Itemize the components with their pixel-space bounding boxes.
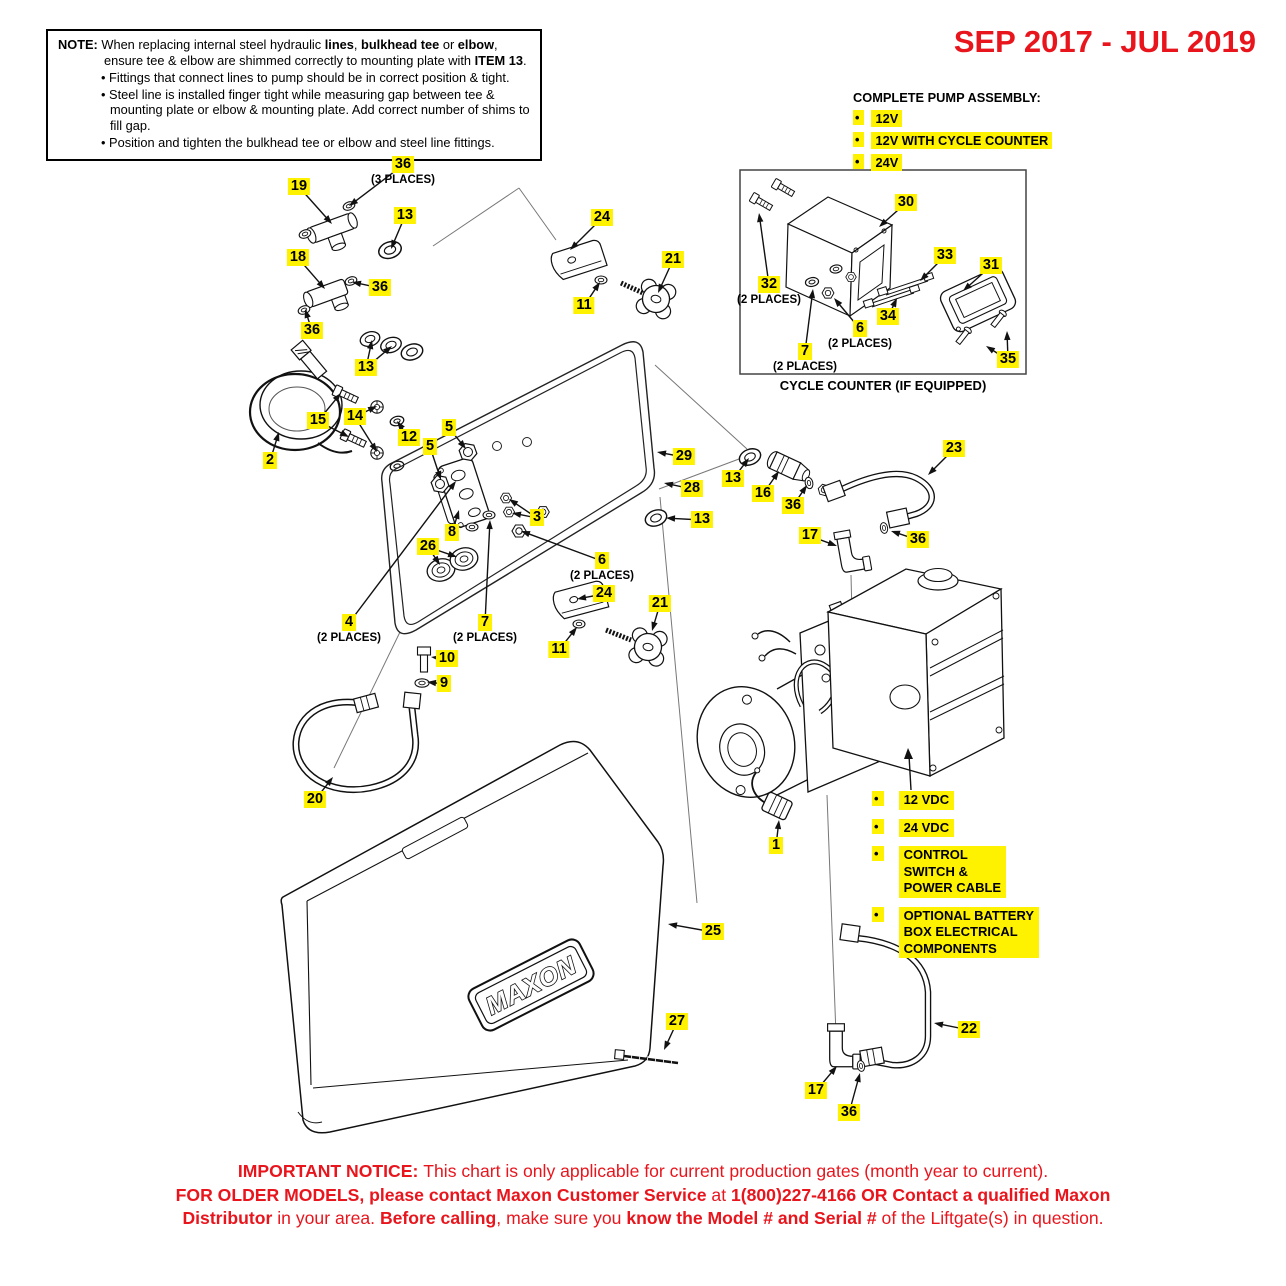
callout-number: 36 bbox=[369, 279, 391, 296]
callout-number: 19 bbox=[288, 178, 310, 195]
callout-number: 25 bbox=[702, 923, 724, 940]
callout-24 bbox=[591, 209, 613, 226]
callout-18 bbox=[287, 249, 309, 266]
important-notice-line: Distributor in your area. Before calling, make sure you know the Model # and Serial # of the Liftgate(s) in question. bbox=[182, 1208, 1104, 1228]
callout-number: 14 bbox=[344, 408, 366, 425]
callout-27 bbox=[666, 1013, 688, 1030]
callout-17 bbox=[799, 527, 821, 544]
callout-qty-note: (2 PLACES) bbox=[828, 337, 892, 350]
pump-spec-item-label: CONTROL SWITCH & POWER CABLE bbox=[899, 846, 1007, 898]
callout-15 bbox=[307, 412, 329, 429]
bullet-icon: • bbox=[853, 110, 864, 125]
callout-number: 11 bbox=[573, 297, 594, 314]
callout-number: 7 bbox=[798, 343, 812, 360]
callout-number: 36 bbox=[782, 497, 804, 514]
bracket-knob-top bbox=[549, 239, 677, 321]
callout-number: 6 bbox=[595, 552, 609, 569]
pump-spec-item-label: OPTIONAL BATTERY BOX ELECTRICAL COMPONENTS bbox=[899, 907, 1039, 959]
callout-qty-note: (3 PLACES) bbox=[371, 173, 435, 186]
callout-number: 2 bbox=[263, 452, 277, 469]
callout-3 bbox=[530, 509, 544, 526]
callout-number: 7 bbox=[478, 614, 492, 631]
callout-number: 23 bbox=[943, 440, 965, 457]
pump-spec-item bbox=[872, 846, 1057, 898]
callout-number: 13 bbox=[355, 359, 377, 376]
bolt-10-washer-9 bbox=[415, 647, 431, 687]
callout-13 bbox=[394, 207, 416, 224]
callout-32 bbox=[737, 276, 801, 306]
callout-14 bbox=[344, 408, 366, 425]
callout-number: 4 bbox=[342, 614, 356, 631]
callout-36 bbox=[838, 1104, 860, 1121]
callout-13 bbox=[722, 470, 744, 487]
callout-22 bbox=[958, 1021, 980, 1038]
callout-35 bbox=[997, 351, 1019, 368]
callout-26 bbox=[417, 538, 439, 555]
callout-36 bbox=[301, 322, 323, 339]
callout-number: 13 bbox=[394, 207, 416, 224]
pump-assembly-art bbox=[683, 569, 1004, 821]
callout-number: 27 bbox=[666, 1013, 688, 1030]
pump-spec-item-label: 12 VDC bbox=[899, 791, 955, 810]
callout-2 bbox=[263, 452, 277, 469]
callout-9 bbox=[437, 675, 451, 692]
pump-assembly-list bbox=[853, 90, 1093, 171]
callout-10 bbox=[436, 650, 458, 667]
callout-number: 18 bbox=[287, 249, 309, 266]
callout-number: 22 bbox=[958, 1021, 980, 1038]
date-range-title: SEP 2017 - JUL 2019 bbox=[953, 24, 1256, 59]
callout-8 bbox=[445, 524, 459, 541]
note-bullet: • Fittings that connect lines to pump should be in correct position & tight. bbox=[101, 69, 510, 85]
callout-number: 29 bbox=[673, 448, 695, 465]
pump-assembly-item-label: 12V bbox=[871, 110, 902, 127]
pump-spec-item-label: 24 VDC bbox=[899, 819, 955, 838]
callout-number: 21 bbox=[649, 595, 671, 612]
callout-number: 24 bbox=[593, 585, 615, 602]
callout-number: 3 bbox=[530, 509, 544, 526]
important-notice-line: IMPORTANT NOTICE: This chart is only applicable for current production gates (month year to current). bbox=[237, 1161, 1049, 1181]
bullet-icon: • bbox=[872, 791, 884, 806]
callout-number: 5 bbox=[442, 419, 456, 436]
callout-33 bbox=[934, 247, 956, 264]
callout-4 bbox=[317, 614, 381, 644]
callout-6 bbox=[828, 320, 892, 350]
callout-number: 32 bbox=[758, 276, 780, 293]
callout-number: 20 bbox=[304, 791, 326, 808]
callout-qty-note: (2 PLACES) bbox=[773, 360, 837, 373]
cover-box bbox=[281, 741, 663, 1132]
maxon-logo-text: MAXON bbox=[481, 951, 582, 1021]
callout-36 bbox=[371, 156, 435, 186]
callout-qty-note: (2 PLACES) bbox=[317, 631, 381, 644]
bullet-icon: • bbox=[872, 819, 884, 834]
note-bullet: • Steel line is installed finger tight while measuring gap between tee & mounting plate or elbow & mounting plate. Add correct number of shims to fill gap. bbox=[101, 86, 530, 134]
callout-30 bbox=[895, 194, 917, 211]
elbow-fitting bbox=[297, 275, 425, 363]
elbow-17-top bbox=[834, 522, 889, 575]
callout-29 bbox=[673, 448, 695, 465]
callout-31 bbox=[980, 257, 1002, 274]
callout-number: 6 bbox=[853, 320, 867, 337]
callout-21 bbox=[649, 595, 671, 612]
callout-36 bbox=[782, 497, 804, 514]
bullet-icon: • bbox=[872, 846, 884, 861]
callout-number: 17 bbox=[805, 1082, 827, 1099]
note-bullets bbox=[58, 70, 532, 151]
callout-number: 12 bbox=[398, 429, 420, 446]
bullet-icon: • bbox=[853, 132, 864, 147]
pump-spec-labels bbox=[872, 791, 1057, 967]
callout-number: 36 bbox=[838, 1104, 860, 1121]
callout-23 bbox=[943, 440, 965, 457]
callout-number: 34 bbox=[877, 308, 899, 325]
important-notice-line: FOR OLDER MODELS, please contact Maxon Customer Service at 1(800)227-4166 OR Contact a qualified Maxon bbox=[175, 1184, 1111, 1205]
callout-11 bbox=[573, 297, 594, 314]
callout-36 bbox=[907, 531, 929, 548]
callout-number: 30 bbox=[895, 194, 917, 211]
pump-spec-item bbox=[872, 907, 1057, 959]
callout-number: 21 bbox=[662, 251, 684, 268]
hose-20 bbox=[296, 692, 421, 789]
callout-number: 11 bbox=[548, 641, 569, 658]
tee-fitting bbox=[298, 200, 403, 261]
callout-number: 17 bbox=[799, 527, 821, 544]
bolt-washer-set bbox=[332, 385, 405, 472]
callout-7 bbox=[773, 343, 837, 373]
callout-11 bbox=[548, 641, 569, 658]
pump-assembly-item bbox=[853, 110, 1093, 127]
callout-number: 1 bbox=[769, 837, 783, 854]
callout-number: 15 bbox=[307, 412, 329, 429]
note-heading: NOTE: When replacing internal steel hydraulic lines, bulkhead tee or elbow, ensure tee & elbow are shimmed correctly to mounting plate with ITEM 13. bbox=[58, 37, 527, 68]
cycle-counter-caption: CYCLE COUNTER (IF EQUIPPED) bbox=[779, 378, 987, 393]
note-bullet: • Position and tighten the bulkhead tee or elbow and steel line fittings. bbox=[101, 135, 495, 151]
callout-21 bbox=[662, 251, 684, 268]
pump-assembly-item bbox=[853, 132, 1093, 149]
pump-assembly-item-label: 24V bbox=[871, 154, 902, 171]
callout-number: 35 bbox=[997, 351, 1019, 368]
callout-5 bbox=[423, 438, 437, 455]
callout-24 bbox=[593, 585, 615, 602]
callout-number: 36 bbox=[907, 531, 929, 548]
bullet-icon: • bbox=[853, 154, 864, 169]
callout-28 bbox=[681, 480, 703, 497]
callout-number: 36 bbox=[392, 156, 414, 173]
pump-assembly-item bbox=[853, 154, 1093, 171]
callout-number: 13 bbox=[691, 511, 713, 528]
callout-number: 33 bbox=[934, 247, 956, 264]
callout-20 bbox=[304, 791, 326, 808]
bullet-icon: • bbox=[872, 907, 884, 922]
callout-5 bbox=[442, 419, 456, 436]
pump-assembly-item-label: 12V WITH CYCLE COUNTER bbox=[871, 132, 1052, 149]
callout-17 bbox=[805, 1082, 827, 1099]
callout-1 bbox=[769, 837, 783, 854]
pump-assembly-items bbox=[853, 110, 1093, 171]
callout-25 bbox=[702, 923, 724, 940]
callout-qty-note: (2 PLACES) bbox=[737, 293, 801, 306]
important-notice bbox=[0, 1160, 1286, 1231]
callout-12 bbox=[398, 429, 420, 446]
callout-number: 5 bbox=[423, 438, 437, 455]
callout-number: 36 bbox=[301, 322, 323, 339]
pump-spec-item bbox=[872, 791, 1057, 810]
callout-number: 8 bbox=[445, 524, 459, 541]
note-box bbox=[46, 29, 542, 161]
pump-assembly-title: COMPLETE PUMP ASSEMBLY: bbox=[853, 90, 1041, 105]
callout-19 bbox=[288, 178, 310, 195]
callout-number: 26 bbox=[417, 538, 439, 555]
callout-number: 28 bbox=[681, 480, 703, 497]
callout-number: 13 bbox=[722, 470, 744, 487]
callout-36 bbox=[369, 279, 391, 296]
shim-ring bbox=[643, 507, 669, 529]
callout-13 bbox=[355, 359, 377, 376]
callout-7 bbox=[453, 614, 517, 644]
callout-number: 16 bbox=[752, 485, 774, 502]
callout-qty-note: (2 PLACES) bbox=[570, 569, 634, 582]
callout-qty-note: (2 PLACES) bbox=[453, 631, 517, 644]
callout-number: 31 bbox=[980, 257, 1002, 274]
callout-number: 10 bbox=[436, 650, 458, 667]
callout-13 bbox=[691, 511, 713, 528]
callout-number: 24 bbox=[591, 209, 613, 226]
pump-spec-item bbox=[872, 819, 1057, 838]
callout-6 bbox=[570, 552, 634, 582]
callout-number: 9 bbox=[437, 675, 451, 692]
callout-16 bbox=[752, 485, 774, 502]
